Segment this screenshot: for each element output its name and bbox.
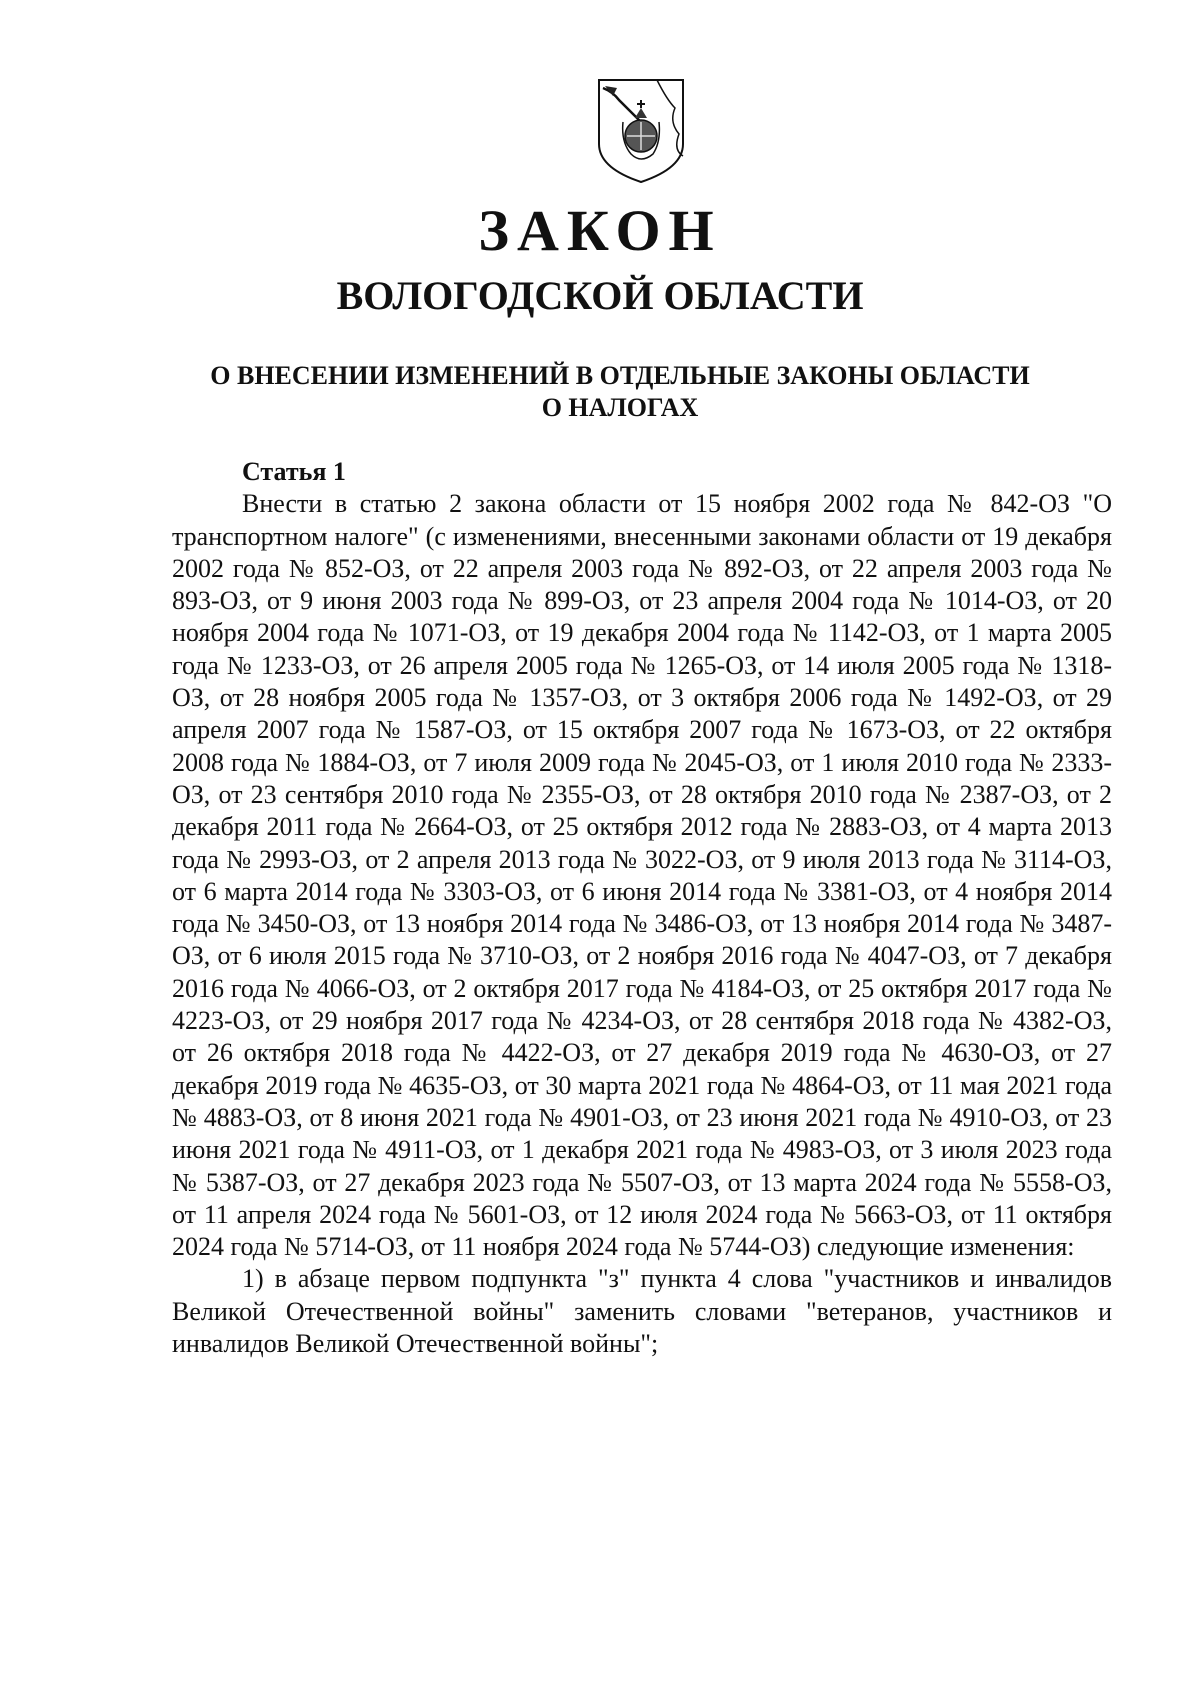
region-title: ВОЛОГОДСКОЙ ОБЛАСТИ — [336, 273, 864, 318]
article-paragraph-1: Внести в статью 2 закона области от 15 ноября 2002 года № 842-ОЗ "О транспортном налоге" (с изменениями, внесенными законами области от 19 декабря 2002 года № 852-ОЗ, от 22 апреля 2003 года № 892-ОЗ, от 22 апреля 2003 года № 893-ОЗ, от 9 июня 2003 года № 899-ОЗ, от 23 апреля 2004 года № 1014-ОЗ, от 20 ноября 2004 года № 1071-ОЗ, от 19 декабря 2004 года № 1142-ОЗ, от 1 марта 2005 года № 1233-ОЗ, от 26 апреля 2005 года № 1265-ОЗ, от 14 июля 2005 года № 1318-ОЗ, от 28 ноября 2005 года № 1357-ОЗ, от 3 октября 2006 года № 1492-ОЗ, от 29 апреля 2007 года № 1587-ОЗ, от 15 октября 2007 года № 1673-ОЗ, от 22 октября 2008 года № 1884-ОЗ, от 7 июля 2009 года № 2045-ОЗ, от 1 июля 2010 года № 2333-ОЗ, от 23 сентября 2010 года № 2355-ОЗ, от 28 октября 2010 года № 2387-ОЗ, от 2 декабря 2011 года № 2664-ОЗ, от 25 октября 2012 года № 2883-ОЗ, от 4 марта 2013 года № 2993-ОЗ, от 2 апреля 2013 года № 3022-ОЗ, от 9 июля 2013 года № 3114-ОЗ, от 6 марта 2014 года № 3303-ОЗ, от 6 июня 2014 года № 3381-ОЗ, от 4 ноября 2014 года № 3450-ОЗ, от 13 ноября 2014 года № 3486-ОЗ, от 13 ноября 2014 года № 3487-ОЗ, от 6 июля 2015 года № 3710-ОЗ, от 2 ноября 2016 года № 4047-ОЗ, от 7 декабря 2016 года № 4066-ОЗ, от 2 октября 2017 года № 4184-ОЗ, от 25 октября 2017 года № 4223-ОЗ, от 29 ноября 2017 года № 4234-ОЗ, от 28 сентября 2018 года № 4382-ОЗ, от 26 октября 2018 года № 4422-ОЗ, от 27 декабря 2019 года № 4630-ОЗ, от 27 декабря 2019 года № 4635-ОЗ, от 30 марта 2021 года № 4864-ОЗ, от 11 мая 2021 года № 4883-ОЗ, от 8 июня 2021 года № 4901-ОЗ, от 23 июня 2021 года № 4910-ОЗ, от 23 июня 2021 года № 4911-ОЗ, от 1 декабря 2021 года № 4983-ОЗ, от 3 июля 2023 года № 5387-ОЗ, от 27 декабря 2023 года № 5507-ОЗ, от 13 марта 2024 года № 5558-ОЗ, от 11 апреля 2024 года № 5601-ОЗ, от 12 июля 2024 года № 5663-ОЗ, от 11 октября 2024 года № 5714-ОЗ, от 11 ноября 2024 года № 5744-ОЗ) следующие изменения: — [172, 489, 1112, 1262]
article-1 — [172, 456, 1112, 1360]
vologda-coat-of-arms-icon — [597, 78, 685, 184]
law-title: ЗАКОН — [478, 198, 722, 263]
law-subject-line-1: О ВНЕСЕНИИ ИЗМЕНЕНИЙ В ОТДЕЛЬНЫЕ ЗАКОНЫ ОБЛАСТИ — [210, 361, 1030, 390]
article-paragraph-2: 1) в абзаце первом подпункта "з" пункта 4 слова "участников и инвалидов Великой Отечественной войны" заменить словами "ветеранов, участников и инвалидов Великой Отечественной войны"; — [172, 1264, 1112, 1359]
article-heading: Статья 1 — [242, 457, 346, 486]
law-subject — [150, 360, 1090, 424]
law-subject-line-2: О НАЛОГАХ — [541, 393, 699, 422]
